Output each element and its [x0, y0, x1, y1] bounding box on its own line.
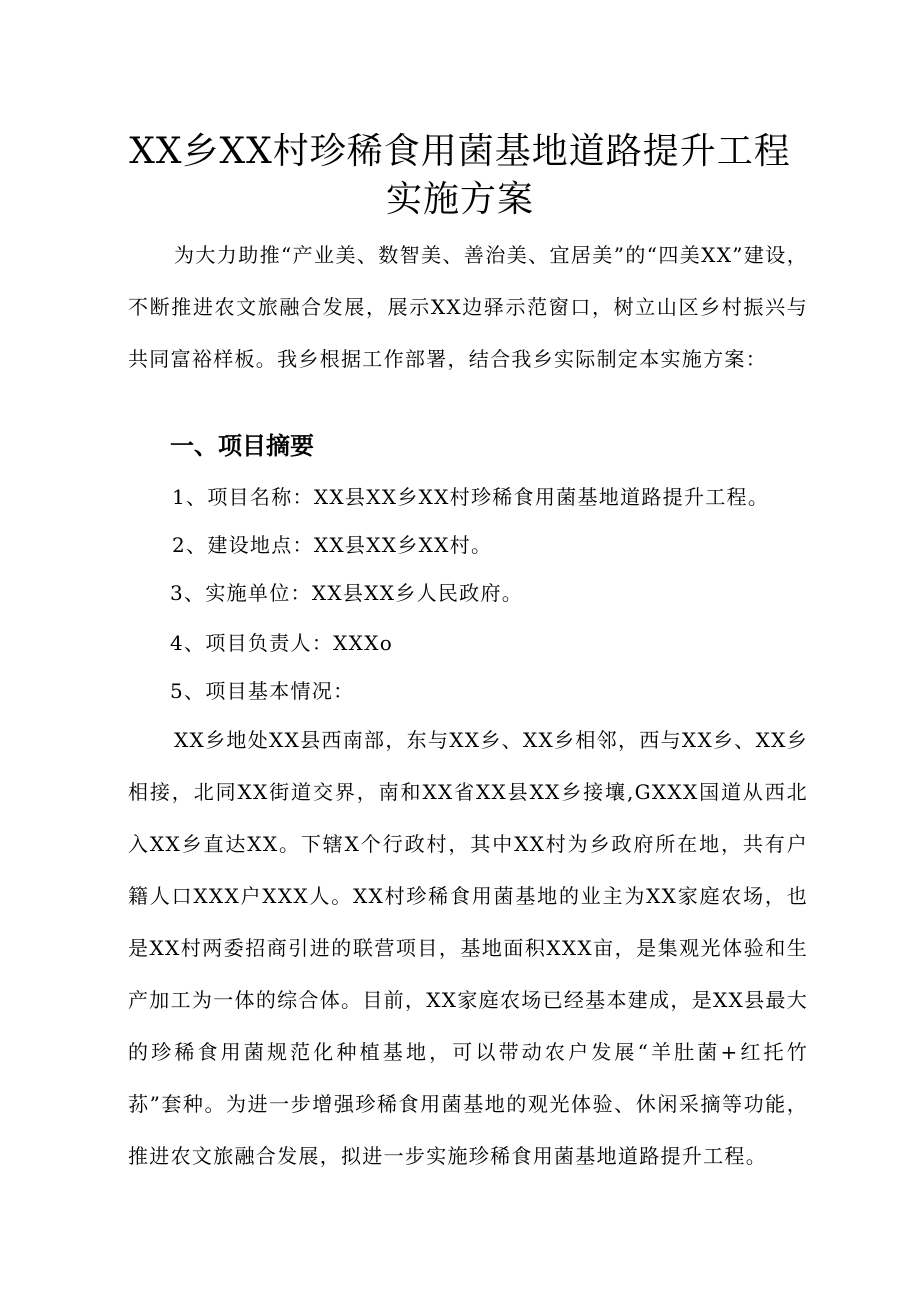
- item-basic-situation: 5、项目基本情况：: [170, 679, 355, 703]
- item-project-name: 1、项目名称：XX县XX乡XX村珍稀食用菌基地道路提升工程。: [172, 485, 770, 509]
- item-project-leader: 4、项目负责人：XXXo: [170, 631, 394, 655]
- project-description-paragraph: XX乡地处XX县西南部，东与XX乡、XX乡相邻，西与XX乡、XX乡相接，北同XX街道交界，南和XX省XX县XX乡接壤,GXXX国道从西北入XX乡直达XX。下辖X个行政村，其中XX村为乡政府所在地，共有户籍人口XXX户XXX人。XX村珍稀食用菌基地的业主为XX家庭农场，也是XX村两委招商引进的联营项目，基地面积XXX亩，是集观光体验和生产加工为一体的综合体。目前，XX家庭农场已经基本建成，是XX县最大的珍稀食用菌规范化种植基地，可以带动农户发展“羊肚菌+红托竹荪”套种。为进一步增强珍稀食用菌基地的观光体验、休闲采摘等功能，推进农文旅融合发展，拟进一步实施珍稀食用菌基地道路提升工程。: [128, 728, 808, 1168]
- document-title: XX乡XX村珍稀食用菌基地道路提升工程实施方案: [129, 131, 791, 220]
- intro-paragraph: 为大力助推“产业美、数智美、善治美、宜居美”的“四美XX”建设，不断推进农文旅融合发展，展示XX边驿示范窗口，树立山区乡村振兴与共同富裕样板。我乡根据工作部署，结合我乡实际制定本实施方案：: [128, 243, 808, 371]
- item-construction-site: 2、建设地点：XX县XX乡XX村。: [172, 533, 493, 557]
- section-heading-project-summary: 一、项目摘要: [170, 432, 314, 460]
- item-implementing-unit: 3、实施单位：XX县XX乡人民政府。: [170, 581, 524, 605]
